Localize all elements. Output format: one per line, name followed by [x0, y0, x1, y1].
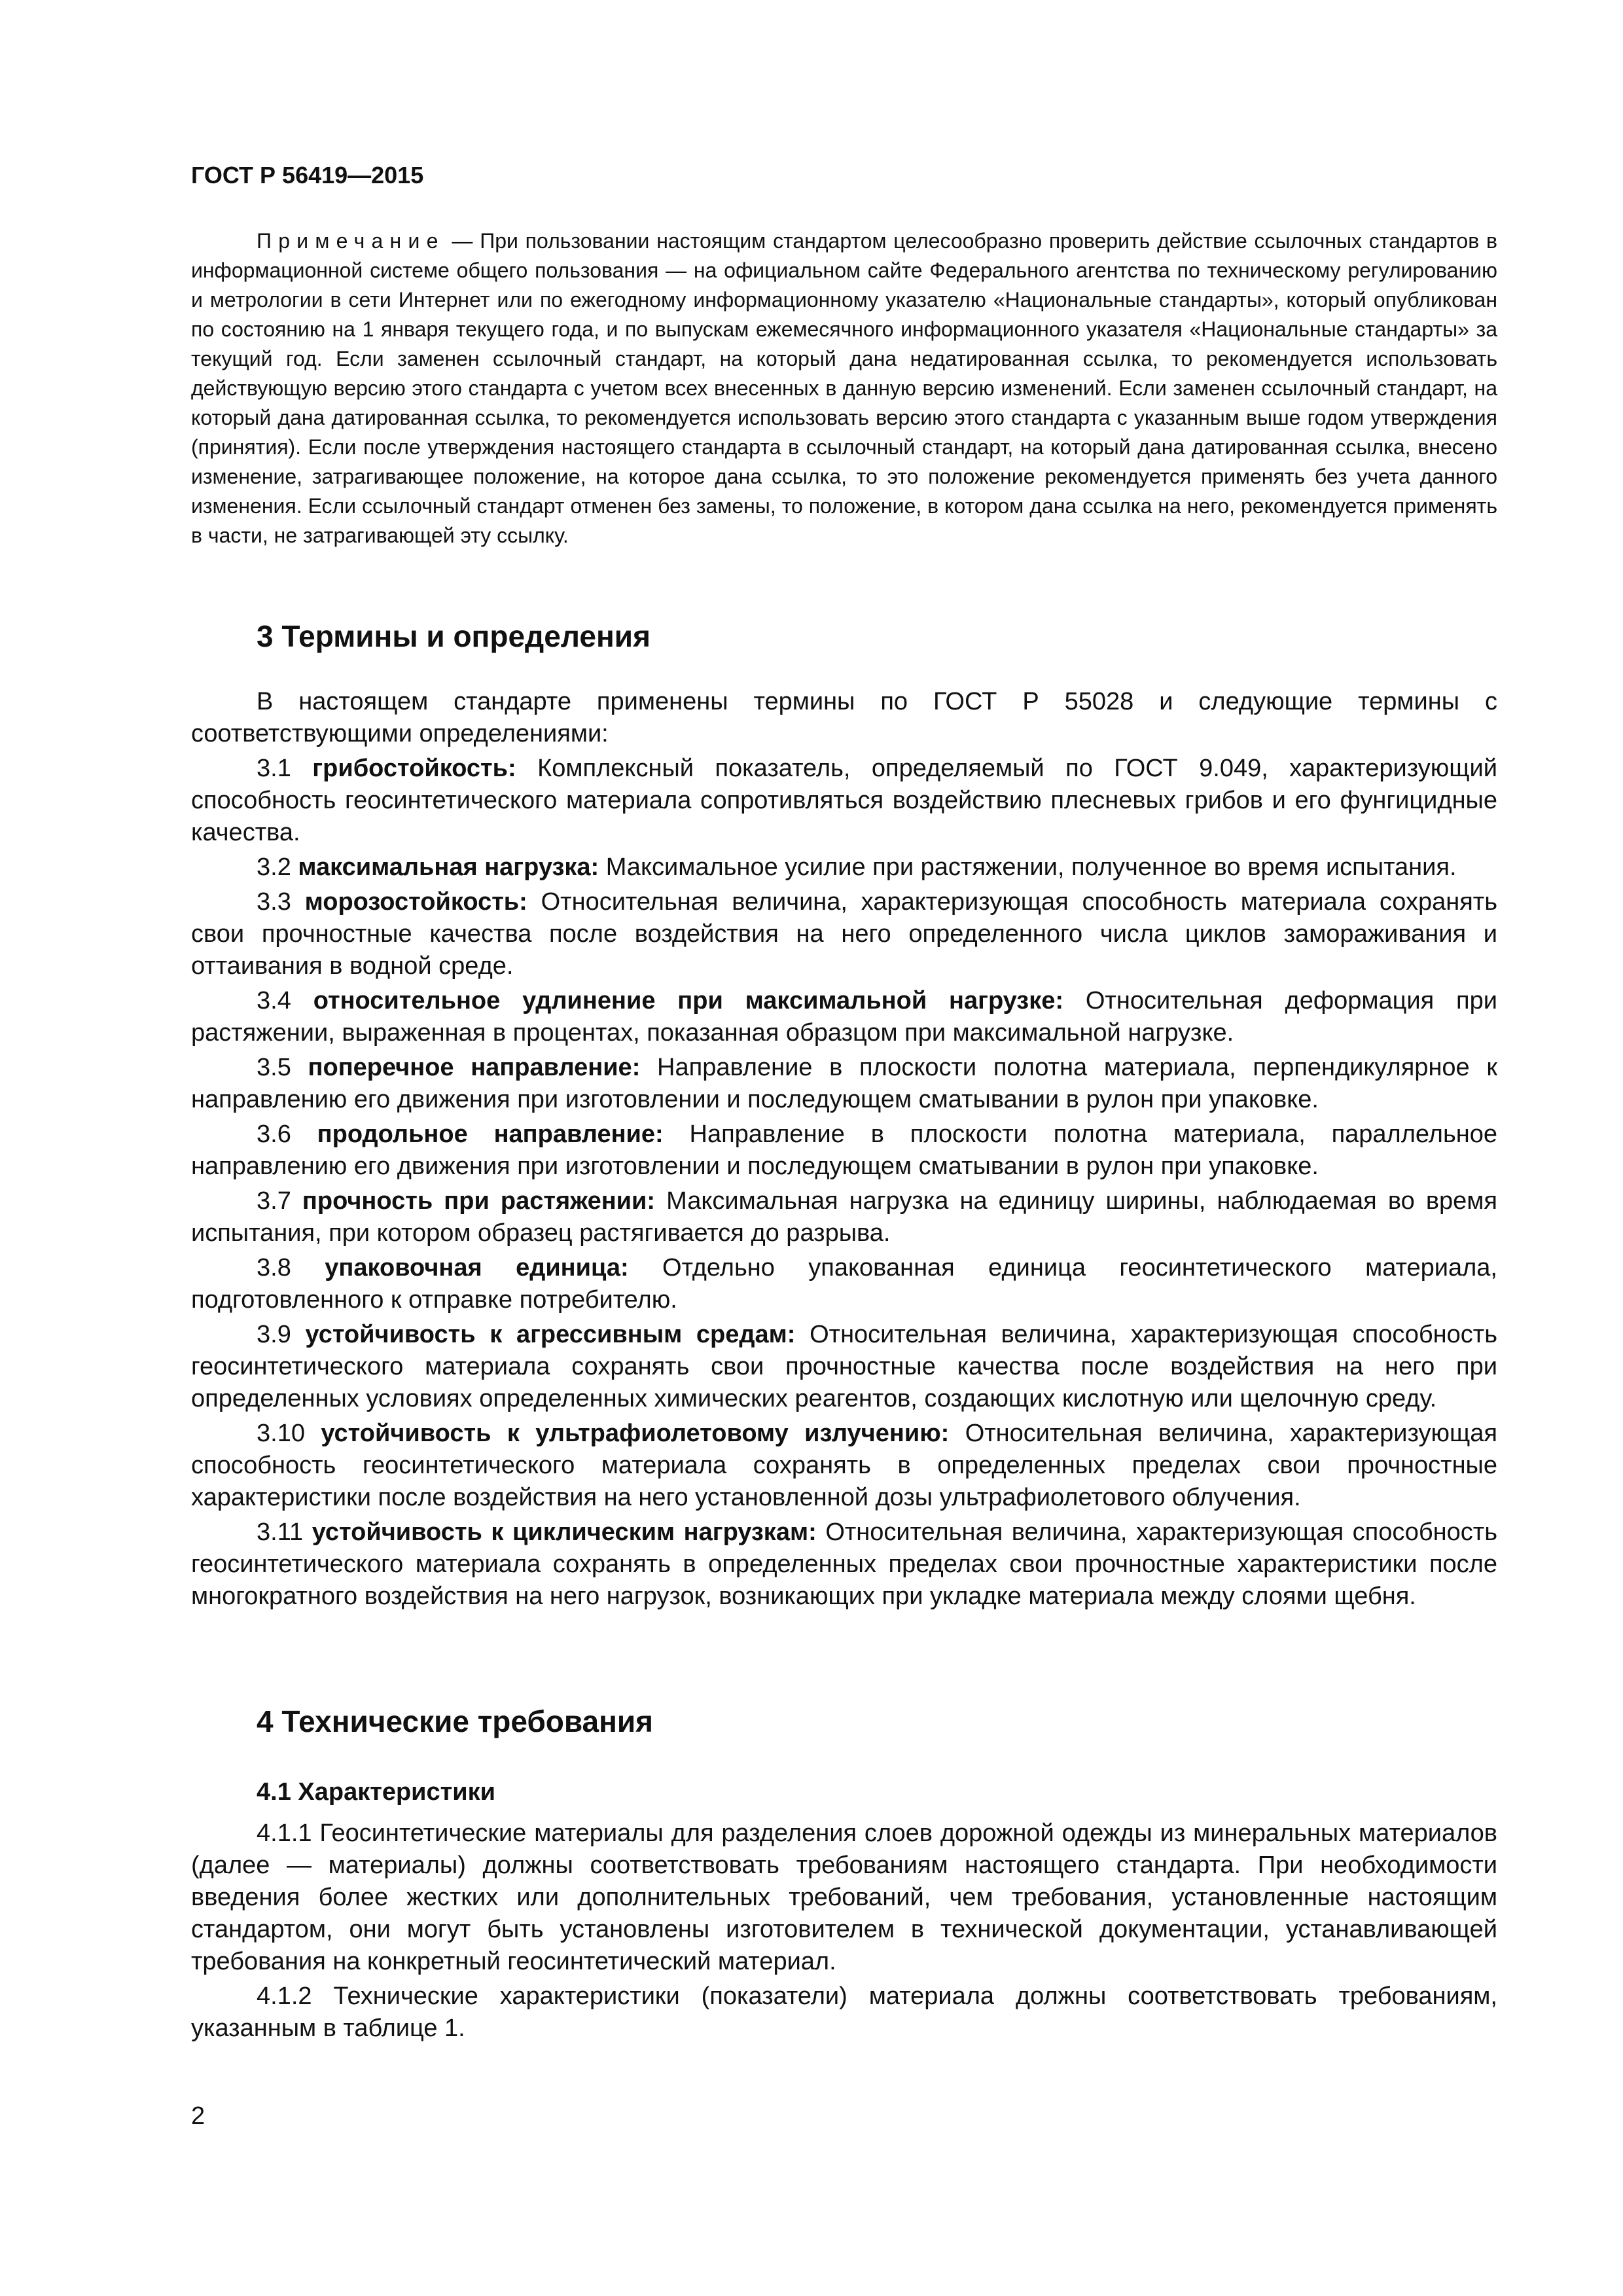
term-text: Отдельно упакованная единица геосинтетического материала, подготовленного к отправке потребителю. — [191, 1254, 1497, 1314]
term-text: Максимальное усилие при растяжении, полученное во время испытания. — [599, 853, 1457, 881]
term-text: Относительная деформация при растяжении, выраженная в процентах, показанная образцом при максимальной нагрузке. — [191, 987, 1497, 1047]
terms-intro: В настоящем стандарте применены термины по ГОСТ Р 55028 и следующие термины с соответствующими определениями: — [191, 688, 1497, 747]
section-title-terms: 3 Термины и определения — [257, 619, 651, 653]
section-terms — [191, 618, 1497, 1613]
term-definition — [191, 1185, 1497, 1249]
term-number: 3.9 — [257, 1321, 306, 1348]
page-number: 2 — [191, 2102, 205, 2130]
document-number-header: ГОСТ Р 56419—2015 — [191, 162, 424, 188]
requirement-paragraph: 4.1.2 Технические характеристики (показатели) материала должны соответствовать требованиям, указанным в таблице 1. — [191, 1982, 1497, 2042]
term-definition — [191, 753, 1497, 849]
term-definition — [191, 1516, 1497, 1613]
term-name: грибостойкость: — [312, 755, 516, 782]
term-name: устойчивость к ультрафиолетовому излучению: — [321, 1420, 950, 1447]
term-text: Направление в плоскости полотна материала, перпендикулярное к направлению его движения при изготовлении и последующем сматывании в рулон при упаковке. — [191, 1054, 1498, 1113]
note-text: — При пользовании настоящим стандартом целесообразно проверить действие ссылочных стандартов в информационной системе общего пользования — на официальном сайте Федерального агентства по техническому регулированию и метрологии в сети Интернет или по ежегодному информационному указателю «Национальные стандарты», который опубликован по состоянию на 1 января текущего года, и по выпускам ежемесячного информационного указателя «Национальные стандарты» за текущий год. Если заменен ссылочный стандарт, на который дана недатированная ссылка, то рекомендуется использовать действующую версию этого стандарта с учетом всех внесенных в данную версию изменений. Если заменен ссылочный стандарт, на который дана датированная ссылка, то рекомендуется использовать версию этого стандарта с указанным выше годом утверждения (принятия). Если после утверждения настоящего стандарта в ссылочный стандарт, на который дана датированная ссылка, внесено изменение, затрагивающее положение, на которое дана ссылка, то это положение рекомендуется применять без учета данного изменения. Если ссылочный стандарт отменен без замены, то положение, в котором дана ссылка на него, рекомендуется применять в части, не затрагивающей эту ссылку. — [191, 229, 1497, 547]
term-definition — [191, 1319, 1497, 1415]
subsection-title-characteristics: 4.1 Характеристики — [257, 1778, 496, 1806]
term-name: упаковочная единица: — [325, 1254, 629, 1282]
requirement-paragraph: 4.1.1 Геосинтетические материалы для разделения слоев дорожной одежды из минеральных материалов (далее — материалы) должны соответствовать требованиям настоящего стандарта. При необходимости введения более жестких или дополнительных требований, чем требования, установленные настоящим стандартом, они могут быть установлены изготовителем в технической документации, устанавливающей требования на конкретный геосинтетический материал. — [191, 1820, 1497, 1975]
term-name: устойчивость к циклическим нагрузкам: — [312, 1518, 817, 1546]
term-number: 3.1 — [257, 755, 313, 782]
term-number: 3.5 — [257, 1054, 308, 1081]
term-text: Относительная величина, характеризующая способность материала сохранять свои прочностные качества после воздействия на него определенного числа циклов замораживания и оттаивания в водной среде. — [191, 888, 1497, 980]
term-number: 3.8 — [257, 1254, 325, 1282]
term-definition — [191, 886, 1497, 982]
term-definition — [191, 1252, 1497, 1316]
term-number: 3.3 — [257, 888, 305, 916]
term-number: 3.7 — [257, 1187, 302, 1215]
requirements-body — [191, 1818, 1497, 2045]
term-name: устойчивость к агрессивным средам: — [305, 1321, 796, 1348]
term-definition — [191, 1052, 1497, 1116]
term-number: 3.2 — [257, 853, 298, 881]
term-number: 3.10 — [257, 1420, 321, 1447]
term-name: продольное направление: — [317, 1121, 664, 1148]
term-text: Направление в плоскости полотна материала, параллельное направлению его движения при изготовлении и последующем сматывании в рулон при упаковке. — [191, 1121, 1497, 1180]
note-paragraph — [191, 226, 1497, 550]
term-text: Комплексный показатель, определяемый по ГОСТ 9.049, характеризующий способность геосинтетического материала сопротивляться воздействию плесневых грибов и его фунгицидные качества. — [191, 755, 1497, 846]
term-definition — [191, 1119, 1497, 1183]
section-technical-requirements — [191, 1703, 1497, 2045]
term-number: 3.6 — [257, 1121, 317, 1148]
note-lead: Примечание — [257, 229, 445, 253]
term-number: 3.4 — [257, 987, 313, 1014]
term-number: 3.11 — [257, 1518, 312, 1546]
term-definition — [191, 852, 1497, 884]
term-name: максимальная нагрузка: — [298, 853, 599, 881]
term-definition — [191, 985, 1497, 1049]
section-title-technical-requirements: 4 Технические требования — [257, 1704, 653, 1738]
term-text: Максимальная нагрузка на единицу ширины, наблюдаемая во время испытания, при котором образец растягивается до разрыва. — [191, 1187, 1497, 1247]
term-name: поперечное направление: — [308, 1054, 641, 1081]
term-text: Относительная величина, характеризующая способность геосинтетического материала сохранять в определенных пределах свои прочностные характеристики после многократного воздействия на него нагрузок, возникающих при укладке материала между слоями щебня. — [191, 1518, 1497, 1610]
term-definition — [191, 1418, 1497, 1514]
term-name: относительное удлинение при максимальной нагрузке: — [313, 987, 1064, 1014]
terms-body — [191, 686, 1497, 1613]
term-text: Относительная величина, характеризующая способность геосинтетического материала сохранять свои прочностные качества после воздействия на него при определенных условиях определенных химических реагентов, создающих кислотную или щелочную среду. — [191, 1321, 1497, 1412]
term-name: морозостойкость: — [304, 888, 527, 916]
term-text: Относительная величина, характеризующая способность геосинтетического материала сохранять в определенных пределах свои прочностные характеристики после воздействия на него установленной дозы ультрафиолетового облучения. — [191, 1420, 1497, 1511]
term-name: прочность при растяжении: — [302, 1187, 656, 1215]
